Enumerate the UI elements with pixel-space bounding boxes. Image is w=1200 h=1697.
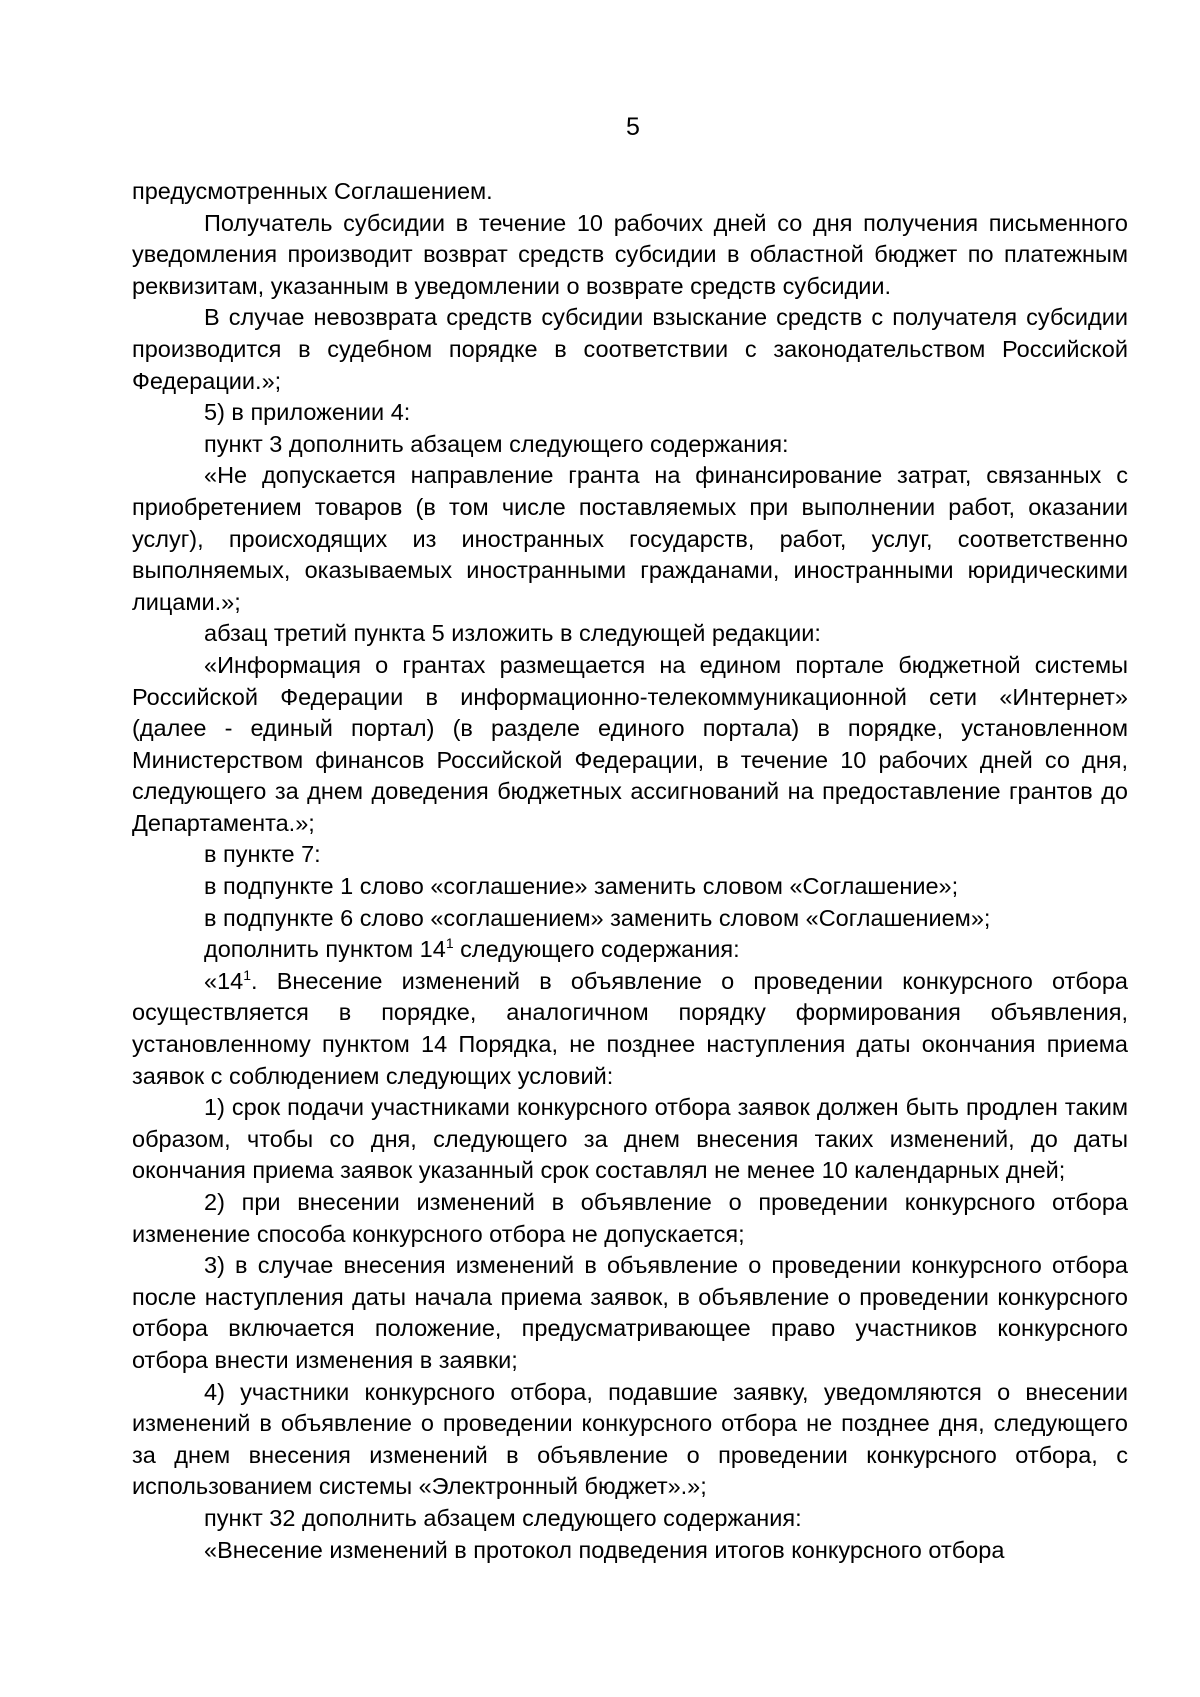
- paragraph-text: . Внесение изменений в объявление о проведении конкурсного отбора осуществляется в порядке, аналогичном порядку формирования объявления, установленному пунктом 14 Порядка, не позднее наступления даты окончания приема заявок с соблюдением следующих условий:: [132, 967, 1128, 1089]
- paragraph: 5) в приложении 4:: [204, 399, 411, 426]
- paragraph: В случае невозврата средств субсидии взыскание средств с получателя субсидии производится в судебном порядке в соответствии с законодательством Российской Федерации.»;: [132, 304, 1128, 394]
- paragraph-text: дополнить пунктом 14: [204, 936, 446, 963]
- paragraph: 1) срок подачи участниками конкурсного отбора заявок должен быть продлен таким образом, чтобы со дня, следующего за днем внесения таких изменений, до даты окончания приема заявок указанный срок составлял не менее 10 календарных дней;: [132, 1094, 1128, 1184]
- paragraph: «Не допускается направление гранта на финансирование затрат, связанных с приобретением товаров (в том числе поставляемых при выполнении работ, оказании услуг), происходящих из иностранных государств, работ, услуг, соответственно выполняемых, оказываемых иностранными гражданами, иностранными юридическими лицами.»;: [132, 462, 1128, 615]
- paragraph: в пункте 7:: [204, 841, 321, 868]
- paragraph: в подпункте 1 слово «соглашение» заменить словом «Соглашение»;: [204, 873, 959, 900]
- document-body: [132, 176, 1128, 1566]
- paragraph: «Информация о грантах размещается на едином портале бюджетной системы Российской Федерации в информационно-телекоммуникационной сети «Интернет» (далее - единый портал) (в разделе единого портала) в порядке, установленном Министерством финансов Российской Федерации, в течение 10 рабочих дней со дня, следующего за днем доведения бюджетных ассигнований на предоставление грантов до Департамента.»;: [132, 651, 1128, 836]
- paragraph: пункт 32 дополнить абзацем следующего содержания:: [204, 1504, 802, 1531]
- paragraph: [132, 966, 1128, 1092]
- paragraph: в подпункте 6 слово «соглашением» заменить словом «Соглашением»;: [204, 904, 991, 931]
- superscript: 1: [243, 966, 252, 983]
- page-number: 5: [626, 113, 640, 141]
- paragraph: Получатель субсидии в течение 10 рабочих дней со дня получения письменного уведомления производит возврат средств субсидии в областной бюджет по платежным реквизитам, указанным в уведомлении о возврате средств субсидии.: [132, 209, 1128, 299]
- paragraph-text: «14: [204, 967, 244, 994]
- paragraph: «Внесение изменений в протокол подведения итогов конкурсного отбора: [204, 1536, 1005, 1563]
- paragraph: [132, 934, 1128, 966]
- paragraph: 3) в случае внесения изменений в объявление о проведении конкурсного отбора после наступления даты начала приема заявок, в объявление о проведении конкурсного отбора включается положение, предусматривающее право участников конкурсного отбора внести изменения в заявки;: [132, 1252, 1128, 1373]
- paragraph: пункт 3 дополнить абзацем следующего содержания:: [204, 430, 789, 457]
- paragraph: 2) при внесении изменений в объявление о проведении конкурсного отбора изменение способа конкурсного отбора не допускается;: [132, 1189, 1128, 1247]
- paragraph: 4) участники конкурсного отбора, подавшие заявку, уведомляются о внесении изменений в объявление о проведении конкурсного отбора не позднее дня, следующего за днем внесения изменений в объявление о проведении конкурсного отбора, с использованием системы «Электронный бюджет».»;: [132, 1378, 1128, 1500]
- paragraph: абзац третий пункта 5 изложить в следующей редакции:: [204, 620, 821, 647]
- paragraph: предусмотренных Соглашением.: [132, 178, 493, 204]
- paragraph-text: следующего содержания:: [453, 936, 740, 963]
- superscript: 1: [445, 935, 454, 952]
